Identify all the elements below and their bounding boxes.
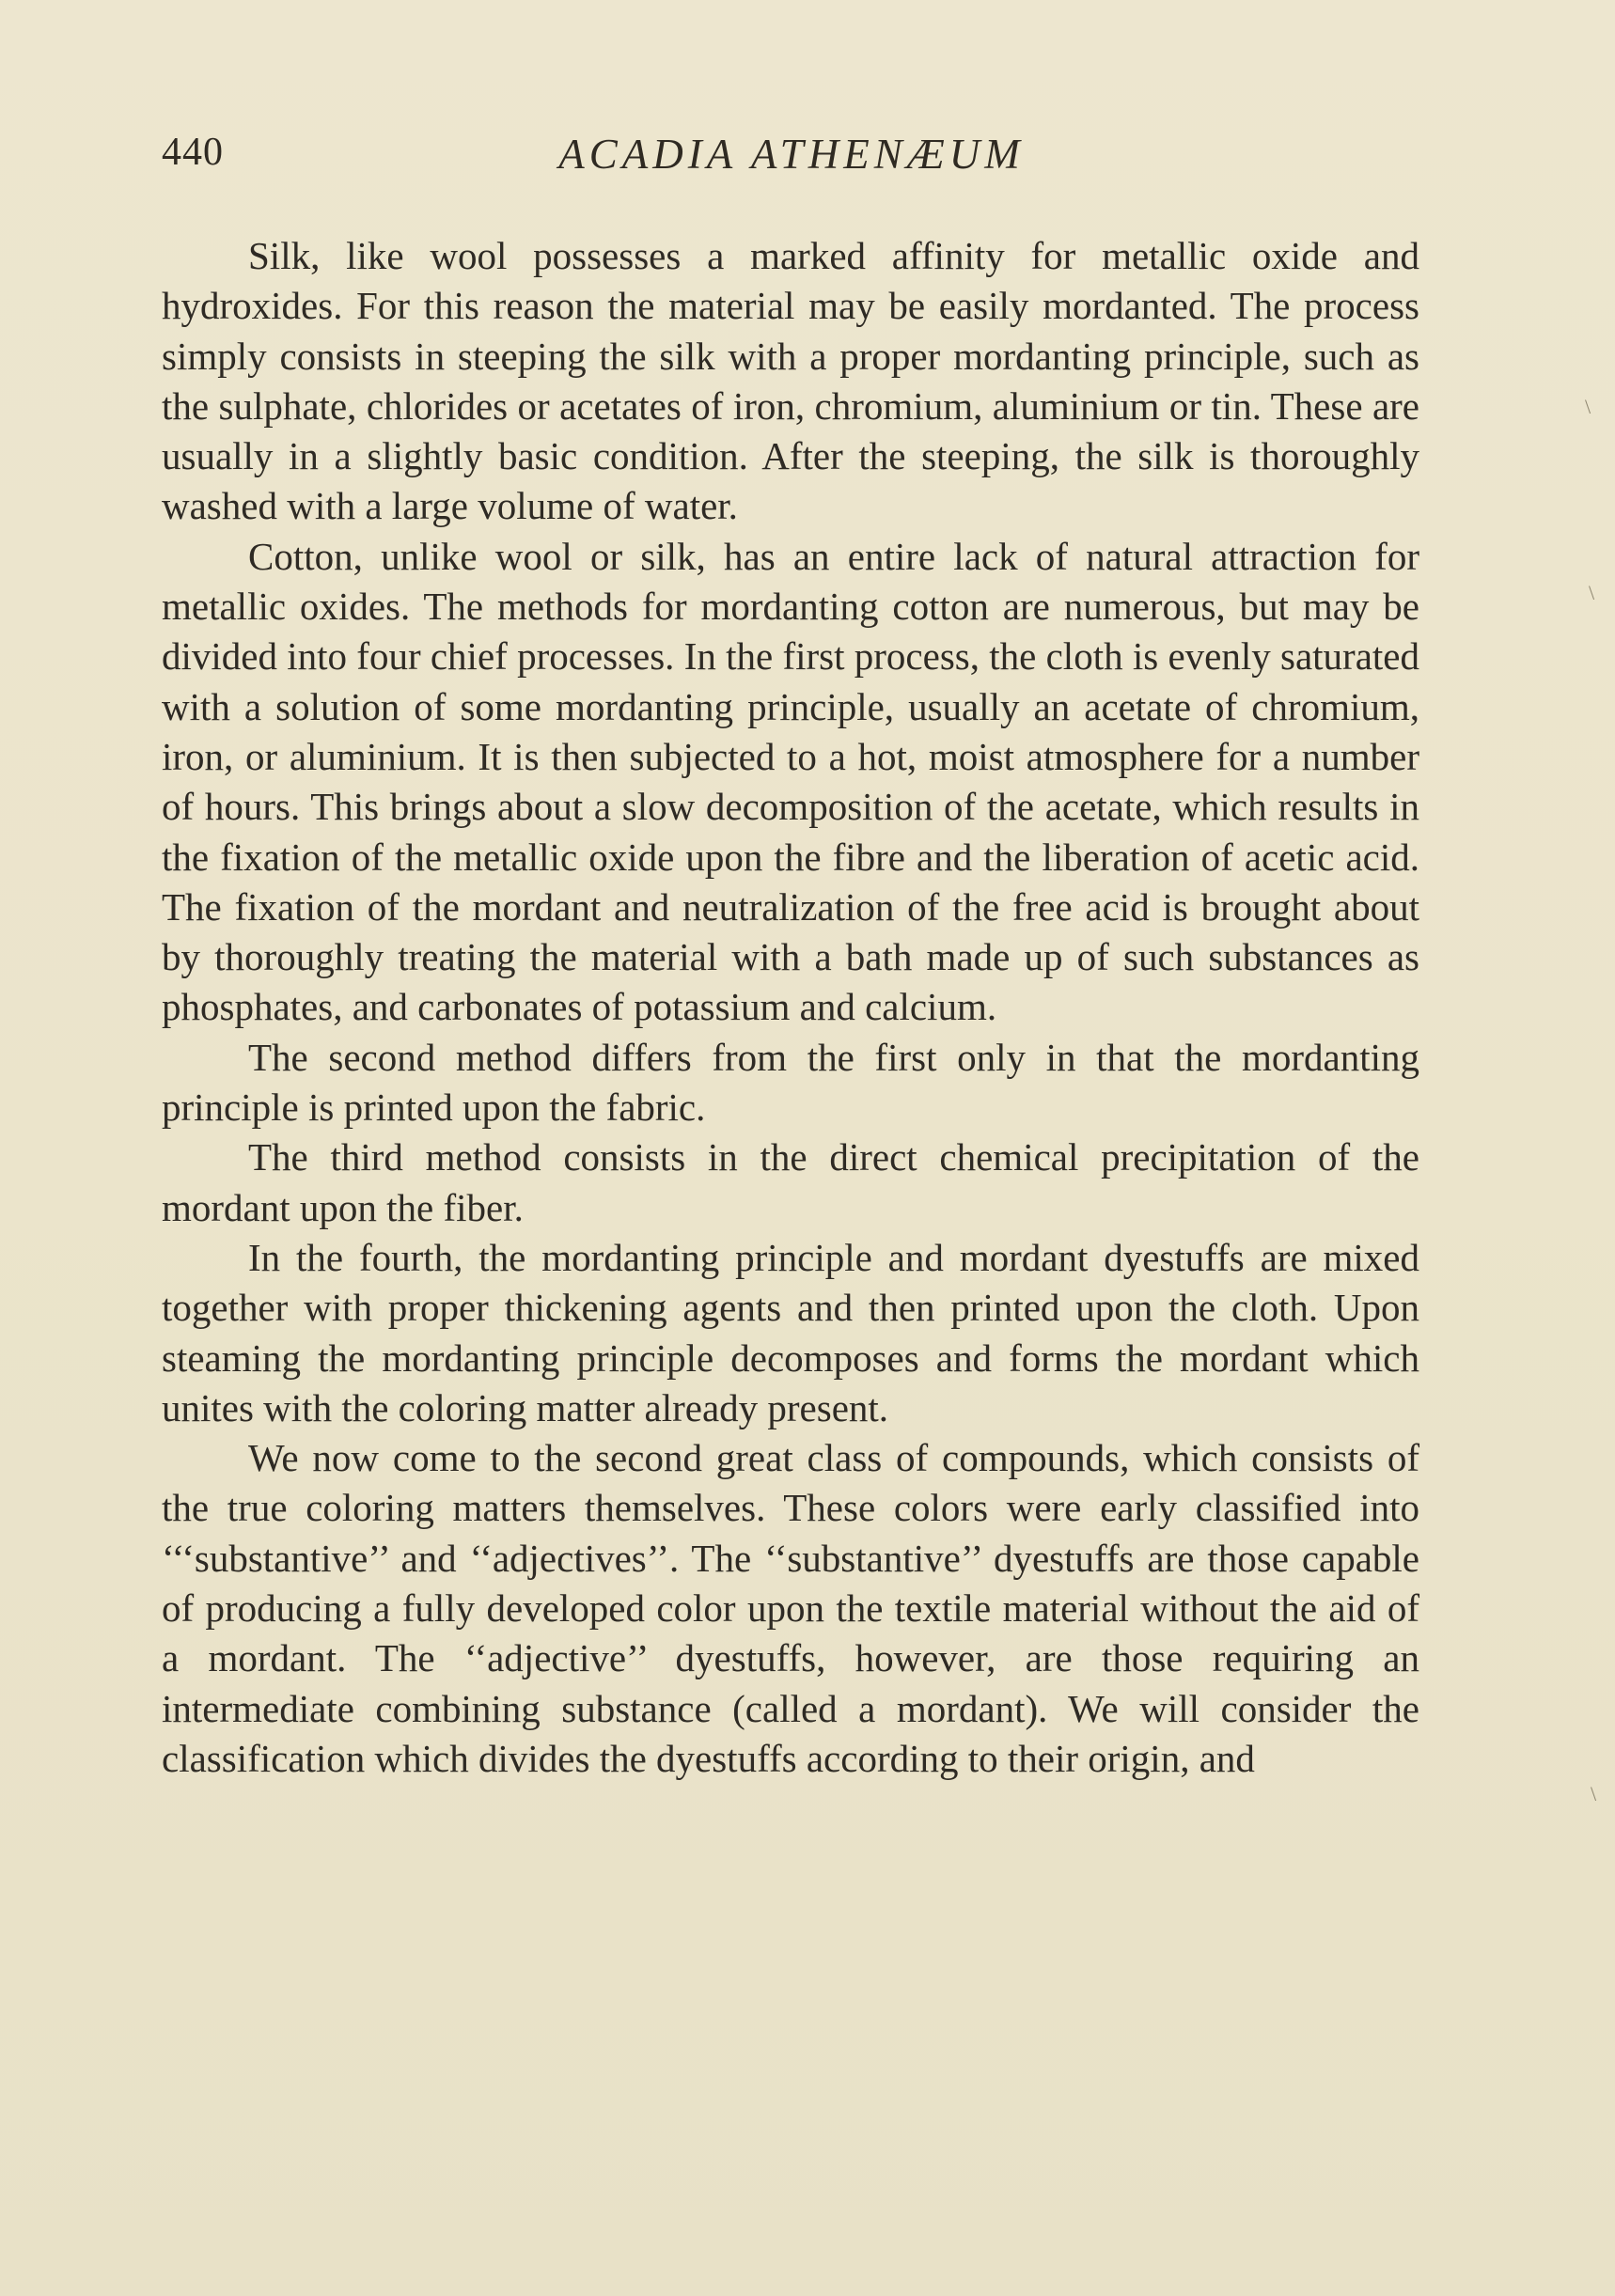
paragraph-silk-mordanting: Silk, like wool possesses a marked affinity for metallic oxide and hydroxides. For this reason the material may be easily mordanted. The process simply consists in steeping the silk with a proper mordanting principle, such as the sulphate, chlorides or acetates of iron, chromium, aluminium or tin. These are usually in a slightly basic condition. After the steeping, the silk is thoroughly washed with a large volume of water.	[162, 234, 1419, 528]
paragraph-fourth-method: In the fourth, the mordanting principle and mordant dyestuffs are mixed together with proper thickening agents and then printed upon the cloth. Upon steaming the mordanting principle decomposes and forms the mordant which unites with the coloring matter already present.	[162, 1235, 1419, 1429]
running-title: ACADIA ATHENÆUM	[558, 131, 1025, 178]
margin-speck: \	[1585, 395, 1591, 418]
page-number: 440	[162, 131, 224, 174]
margin-speck: \	[1589, 581, 1595, 604]
body-text	[162, 231, 1419, 1784]
page-header	[162, 130, 1421, 195]
paragraph-cotton-mordanting: Cotton, unlike wool or silk, has an entire lack of natural attraction for metallic oxides. The methods for mordanting cotton are numerous, but may be divided into four chief processes. In the first process, the cloth is evenly saturated with a solution of some mordanting principle, usually an acetate of chromium, iron, or aluminium. It is then subjected to a hot, moist atmosphere for a number of hours. This brings about a slow decomposition of the acetate, which results in the fixation of the metallic oxide upon the fibre and the liberation of acetic acid. The fixation of the mordant and neutralization of the free acid is brought about by thoroughly treating the material with a bath made up of such substances as phosphates, and carbonates of potassium and calcium.	[162, 534, 1419, 1029]
paragraph-third-method: The third method consists in the direct chemical precipitation of the mordant upon the fiber.	[162, 1135, 1419, 1229]
margin-speck: \	[1591, 1782, 1597, 1805]
paragraph-second-method: The second method differs from the first only in that the mordanting principle is printed upon the fabric.	[162, 1035, 1419, 1130]
paragraph-coloring-matters: We now come to the second great class of compounds, which consists of the true coloring matters themselves. These colors were early classified into ‘‘‘substantive’’ and ‘‘adjectives’’. The ‘‘substantive’’ dyestuffs are those capable of producing a fully developed color upon the textile material without the aid of a mordant. The ‘‘adjective’’ dyestuffs, however, are those requiring an intermediate combining substance (called a mordant). We will consider the classification which divides the dyestuffs according to their origin, and	[162, 1436, 1419, 1780]
